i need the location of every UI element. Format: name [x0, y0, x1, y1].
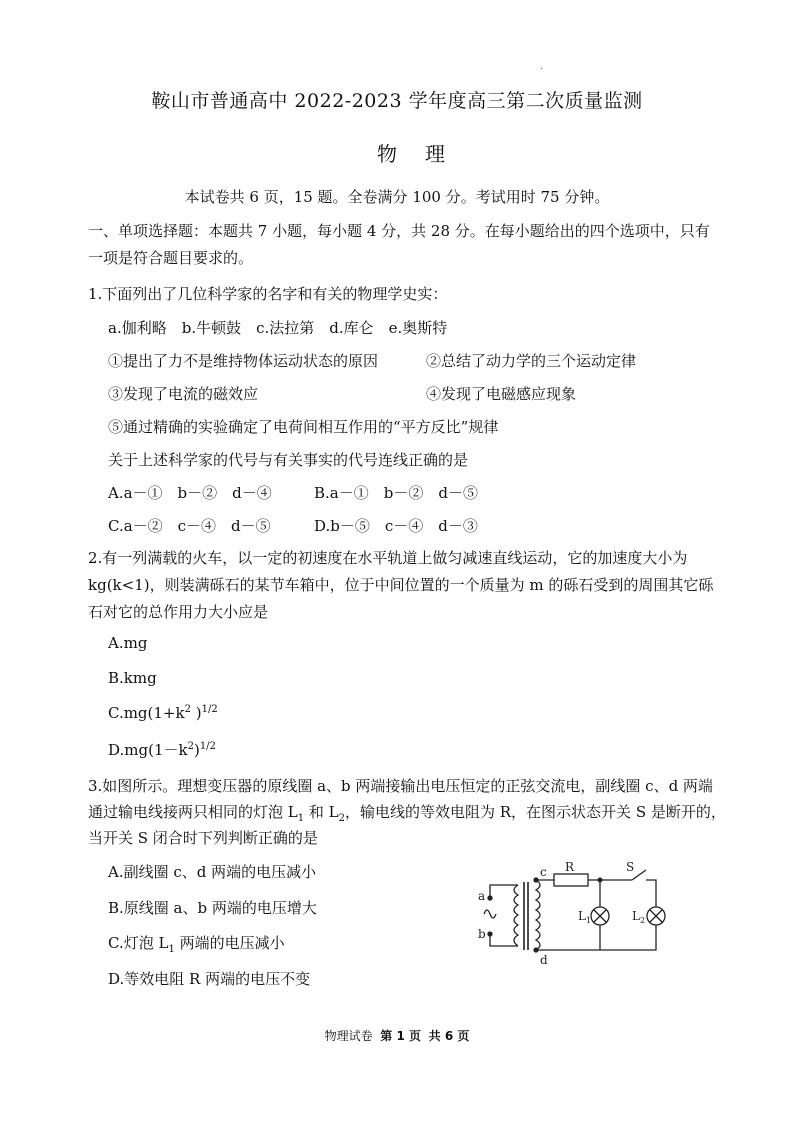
q3-option-c-pre: C.灯泡 L — [108, 934, 169, 952]
transformer-circuit-diagram — [474, 860, 674, 968]
q2-option-a[interactable]: A.mg — [108, 634, 148, 652]
q2-option-d-mid: ) — [193, 741, 200, 759]
q1-option-c[interactable]: C.a－② c－④ d－⑤ — [108, 517, 271, 535]
label-l1: $L_1$ — [578, 909, 592, 925]
section-instructions: 一、单项选择题：本题共 7 小题，每小题 4 分，共 28 分。在每小题给出的四个选项中，只有一项是符合题目要求的。 — [88, 222, 710, 267]
q3-stem-mid: 和 L — [304, 803, 339, 821]
q3-option-c[interactable] — [108, 932, 285, 953]
q2-option-d-exp: 2 — [187, 741, 194, 752]
q1-option-a[interactable]: A.a－① b－② d－④ — [108, 484, 272, 502]
primary-coil — [514, 885, 518, 946]
ac-source-icon — [484, 910, 496, 918]
q3-option-a[interactable]: A.副线圈 c、d 两端的电压减小 — [108, 863, 317, 881]
q1-fact-2: ②总结了动力学的三个运动定律 — [426, 352, 637, 370]
resistor-r — [554, 874, 588, 886]
q1-fact-3: ③发现了电流的磁效应 — [108, 385, 259, 403]
exam-intro: 本试卷共 6 页，15 题。全卷满分 100 分。考试用时 75 分钟。 — [184, 188, 610, 206]
q3-stem-line-3: 当开关 S 闭合时下列判断正确的是 — [88, 829, 318, 847]
q1-fact-5: ⑤通过精确的实验确定了电荷间相互作用的“平方反比”规律 — [108, 418, 499, 436]
footer-page: 第 1 页 — [380, 1029, 421, 1043]
q1-option-b[interactable]: B.a－① b－② d－⑤ — [314, 484, 478, 502]
q1-question: 关于上述科学家的代号与有关事实的代号连线正确的是 — [108, 451, 469, 469]
lamp-l2-cross — [650, 910, 662, 922]
q3-stem-sub-1: 1 — [297, 813, 305, 824]
q2-option-c-exp: 2 — [184, 704, 191, 715]
q3-option-b[interactable]: B.原线圈 a、b 两端的电压增大 — [108, 899, 317, 917]
label-b: b — [478, 927, 486, 941]
label-l2: $L_2$ — [632, 909, 646, 925]
subject-heading: 物理 — [377, 142, 473, 166]
switch-wire-right — [646, 880, 656, 907]
q2-option-b[interactable]: B.kmg — [108, 669, 157, 687]
q3-stem-line-2 — [88, 801, 726, 822]
q1-fact-1: ①提出了力不是维持物体运动状态的原因 — [108, 352, 379, 370]
q1-fact-4: ④发现了电磁感应现象 — [426, 385, 577, 403]
label-s: S — [626, 860, 635, 874]
q3-option-c-post: 两端的电压减小 — [174, 934, 285, 952]
q2-stem-line-1: 2.有一列满载的火车，以一定的初速度在水平轨道上做匀减速直线运动，它的加速度大小为 — [88, 549, 688, 567]
q2-stem-line-3: 石对它的总作用力大小应是 — [88, 603, 269, 621]
lamp-l1-cross — [594, 910, 606, 922]
q3-stem-post: ，输电线的等效电阻为 R，在图示状态开关 S 是断开的， — [344, 803, 726, 821]
q3-stem-pre: 通过输电线接两只相同的灯泡 L — [88, 803, 298, 821]
q2-option-d-base: D.mg(1－k — [108, 741, 188, 759]
q1-option-d[interactable]: D.b－⑤ c－④ d－③ — [314, 517, 478, 535]
q2-option-d[interactable] — [108, 739, 216, 760]
q2-option-c-root: 1/2 — [201, 704, 218, 715]
q3-option-c-sub: 1 — [168, 944, 175, 955]
q2-option-c[interactable] — [108, 704, 218, 722]
exam-title: 鞍山市普通高中 2022-2023 学年度高三第二次质量监测 — [151, 90, 643, 112]
footer-label: 物理试卷 — [324, 1029, 373, 1043]
q1-scientists: a.伽利略 b.牛顿鼓 c.法拉第 d.库仑 e.奥斯特 — [108, 319, 448, 337]
secondary-coil — [536, 880, 540, 950]
q2-stem-line-2: kg(k<1)，则装满砾石的某节车箱中，位于中间位置的一个质量为 m 的砾石受到的周围其它砾 — [88, 576, 714, 594]
q3-option-d[interactable]: D.等效电阻 R 两端的电压不变 — [108, 970, 311, 988]
q2-option-c-mid: ) — [190, 704, 202, 722]
label-a: a — [478, 889, 486, 903]
footer-total: 共 6 页 — [428, 1029, 470, 1043]
q3-stem-line-1: 3.如图所示。理想变压器的原线圈 a、b 两端接输出电压恒定的正弦交流电，副线圈 c、d 两端 — [88, 777, 713, 795]
label-d: d — [540, 953, 548, 967]
q1-stem: 1.下面列出了几位科学家的名字和有关的物理学史实： — [88, 285, 448, 303]
bottom-return-wire — [536, 925, 656, 950]
q3-stem-sub-2: 2 — [338, 813, 345, 824]
q2-option-c-base: C.mg(1+k — [108, 704, 185, 722]
label-c: c — [540, 865, 547, 879]
scan-mark: . — [540, 62, 543, 71]
label-r: R — [565, 860, 575, 874]
q2-option-d-root: 1/2 — [199, 741, 216, 752]
page-footer — [0, 1027, 794, 1044]
